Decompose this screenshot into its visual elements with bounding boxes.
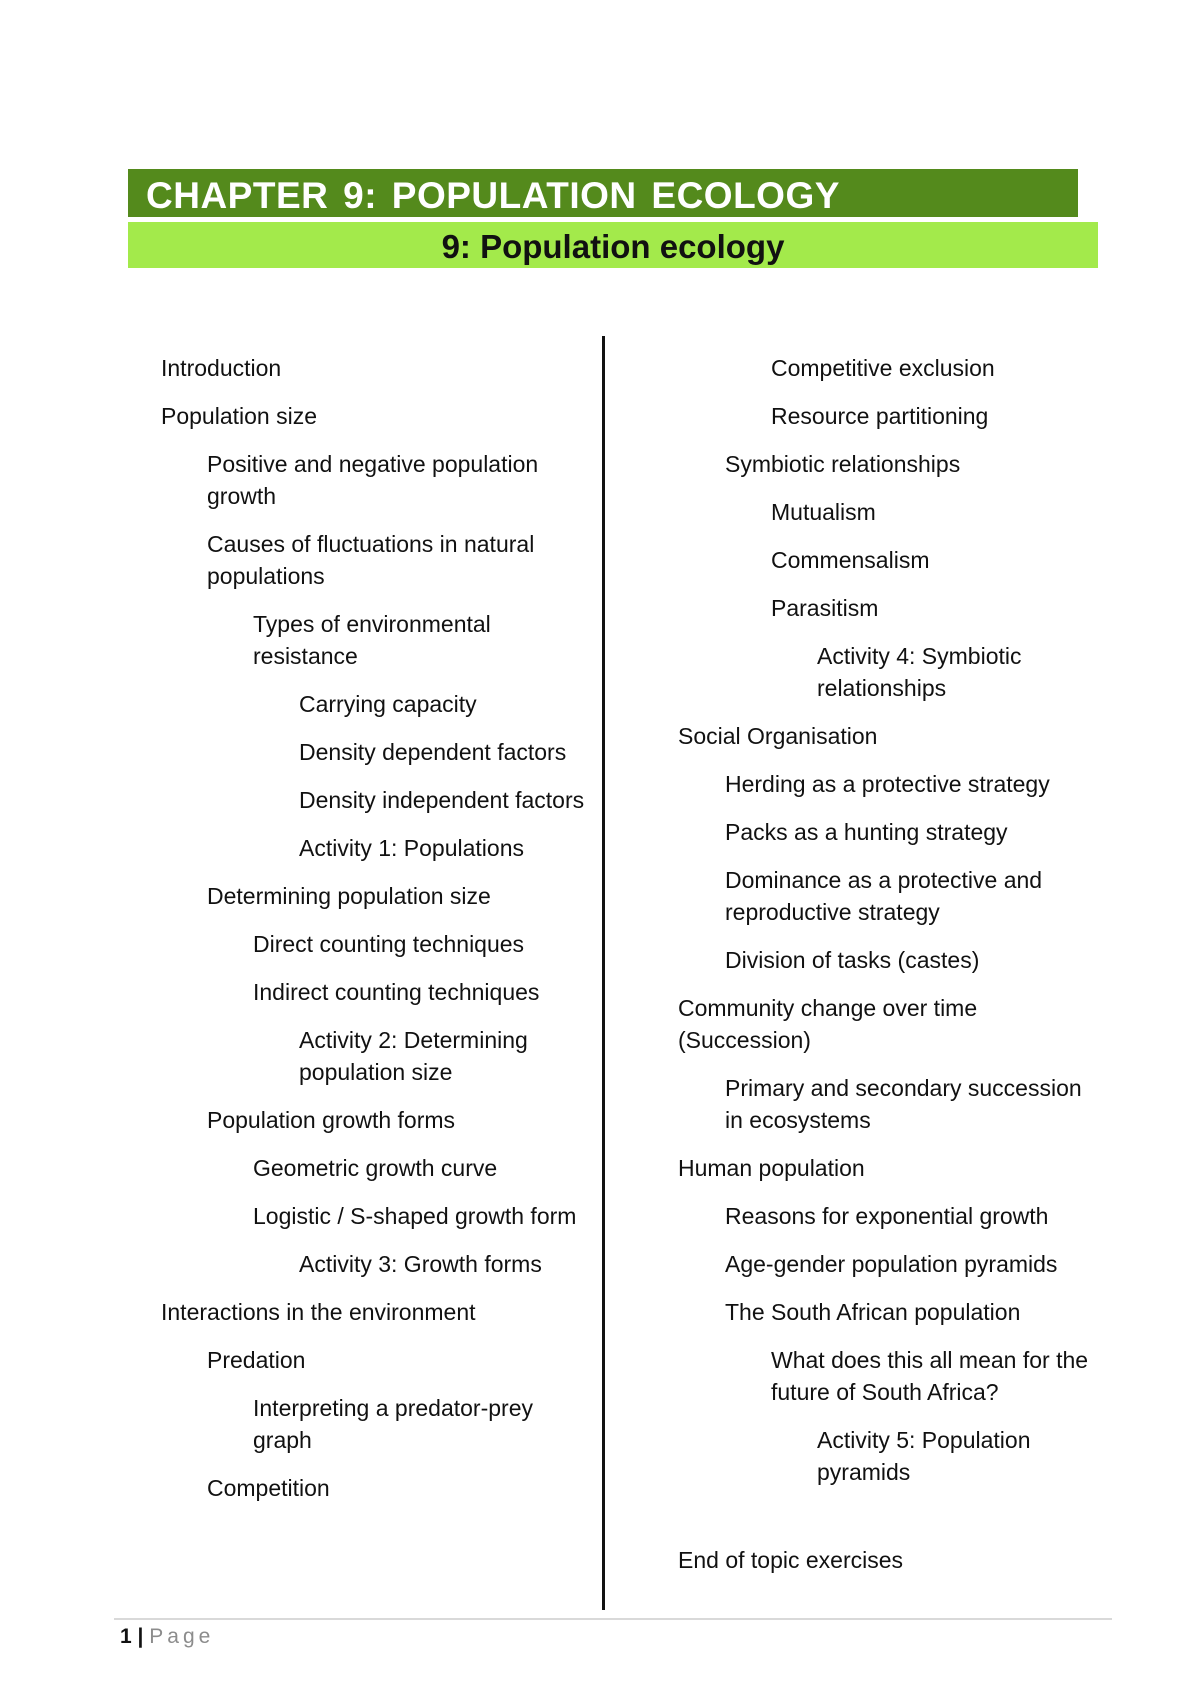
toc-entry: The South African population [725,1299,1021,1325]
toc-spacer [678,1504,1098,1544]
toc-entry: Predation [207,1347,306,1373]
toc-entry: What does this all mean for the future of South Africa? [771,1347,1089,1405]
toc-entry: Division of tasks (castes) [725,947,980,973]
footer-rule [114,1618,1112,1620]
toc-entry: Parasitism [771,595,879,621]
toc-entry: Interactions in the environment [161,1299,476,1325]
toc-entry: Activity 4: Symbiotic relationships [817,643,1022,701]
toc-entry: Reasons for exponential growth [725,1203,1049,1229]
toc-entry: Direct counting techniques [253,931,525,957]
page-label: Page [149,1625,215,1648]
toc-entry: Indirect counting techniques [253,979,540,1005]
toc-entry: Density dependent factors [299,739,567,765]
toc-entry: Determining population size [207,883,491,909]
toc-entry: Dominance as a protective and reproductive strategy [725,867,1043,925]
toc-entry: Primary and secondary succession in ecosystems [725,1075,1082,1133]
subtitle-bar [128,222,1098,268]
toc-entry: Causes of fluctuations in natural populations [207,531,535,589]
toc-right-column [678,352,1098,1592]
toc-entry: Competition [207,1475,330,1501]
toc-entry: Types of environmental resistance [253,611,491,669]
chapter-title-bar [128,169,1078,217]
toc-entry: Population size [161,403,317,429]
toc-entry: Interpreting a predator-prey graph [253,1395,533,1453]
toc-entry: Herding as a protective strategy [725,771,1050,797]
toc-entry: Commensalism [771,547,930,573]
toc-left-column [161,352,591,1520]
toc-entry: Activity 1: Populations [299,835,525,861]
toc-entry: Activity 5: Population pyramids [817,1427,1031,1485]
toc-entry: Resource partitioning [771,403,989,429]
toc-entry: Activity 2: Determining population size [299,1027,528,1085]
column-divider [602,336,605,1610]
toc-entry: Positive and negative population growth [207,451,539,509]
page-number: 1 [120,1625,132,1648]
toc-entry: Social Organisation [678,723,878,749]
page-footer [120,1620,214,1654]
toc-entry: Symbiotic relationships [725,451,961,477]
subtitle: 9: Population ecology [441,228,785,265]
footer-separator: | [137,1625,144,1648]
toc-entry: Carrying capacity [299,691,477,717]
toc-entry: Packs as a hunting strategy [725,819,1008,845]
toc-entry: Competitive exclusion [771,355,995,381]
toc-entry: Mutualism [771,499,876,525]
toc-entry: Community change over time (Succession) [678,995,978,1053]
toc-entry: Logistic / S-shaped growth form [253,1203,577,1229]
toc-entry: Age-gender population pyramids [725,1251,1058,1277]
chapter-title: CHAPTER 9: POPULATION ECOLOGY [146,175,840,216]
toc-entry: Population growth forms [207,1107,456,1133]
toc-entry: Introduction [161,355,282,381]
toc-entry: Activity 3: Growth forms [299,1251,542,1277]
toc-entry: End of topic exercises [678,1547,904,1573]
toc-entry: Density independent factors [299,787,585,813]
toc-entry: Geometric growth curve [253,1155,498,1181]
toc-entry: Human population [678,1155,865,1181]
